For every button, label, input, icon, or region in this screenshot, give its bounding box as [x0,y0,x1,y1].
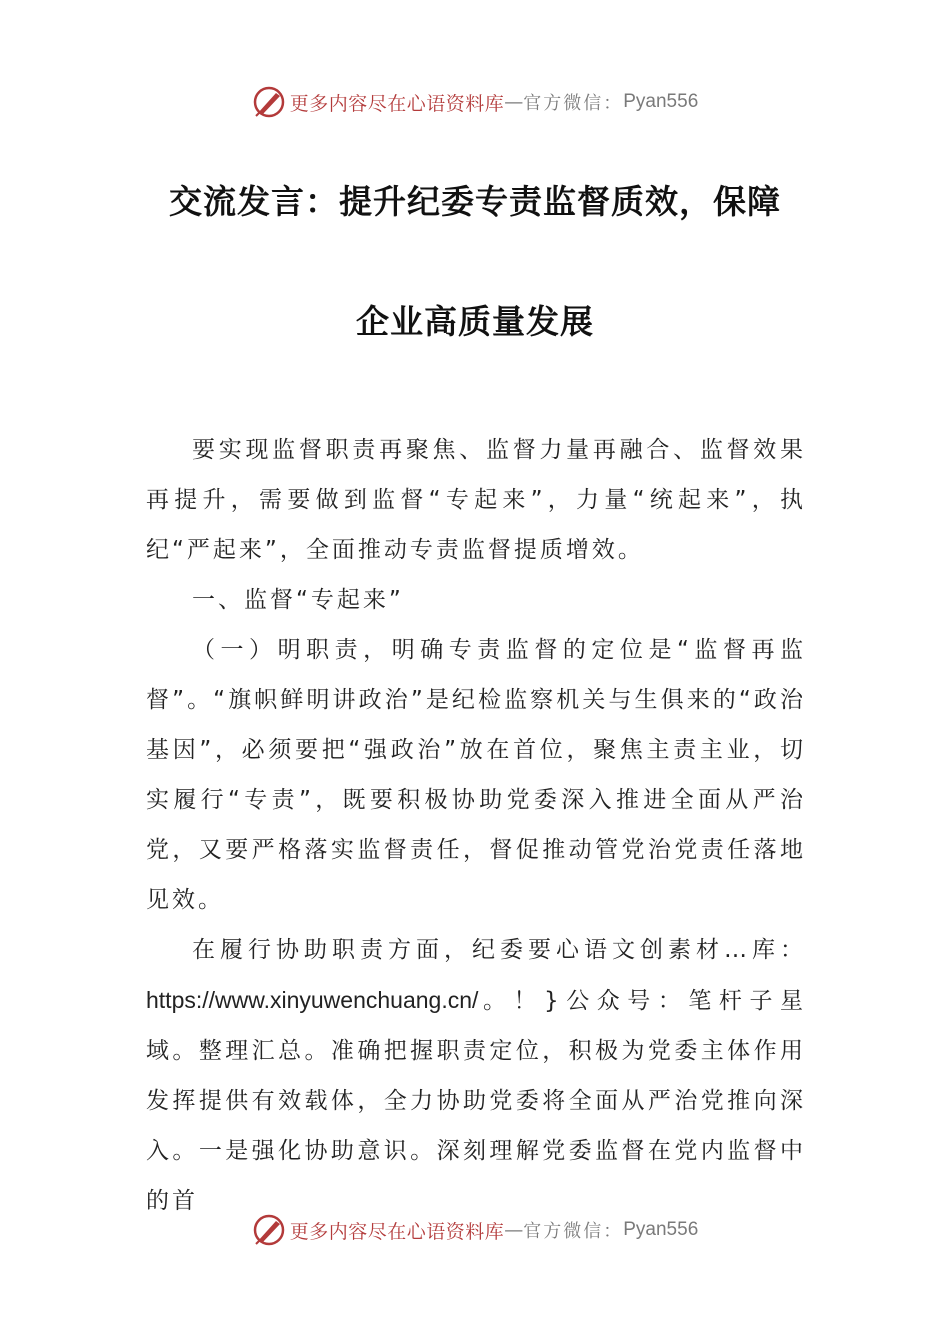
banner-separator: — [504,91,524,113]
banner-wechat-id: Pyan556 [623,1219,699,1240]
paragraph-intro: 要实现监督职责再聚焦、监督力量再融合、监督效果再提升，需要做到监督“专起来”，力量“统起来”，执纪“严起来”，全面推动专责监督提质增效。 [146,437,806,563]
banner-wechat-id: Pyan556 [623,91,699,112]
banner-main-text: 更多内容尽在心语资料库 [289,92,505,115]
paragraph-assist-rest: 。！}公众号：笔杆子星域。整理汇总。准确把握职责定位，积极为党委主体作用发挥提供有效载体，全力协助党委将全面从严治党推向深入。一是强化协助意识。深刻理解党委监督在党内监督中的首 [146,988,806,1214]
document-title-line-2: 企业高质量发展 [356,302,594,341]
banner-sub-text: 官方微信： [523,93,624,114]
footer-banner [0,1210,950,1250]
section-heading-1: 一、监督“专起来” [192,587,404,613]
website-url-link[interactable]: https://www.xinyuwenchuang.cn/ [146,987,479,1013]
pen-logo-icon [252,1213,286,1247]
pen-logo-icon [252,85,286,119]
banner-separator: — [504,1219,524,1241]
document-body [146,425,806,1226]
paragraph-assist-start: 在履行协助职责方面，纪委要心语文创素材…库： [192,937,806,963]
header-banner [0,82,950,122]
paragraph-assist [146,925,806,1226]
paragraph-duty: （一）明职责，明确专责监督的定位是“监督再监督”。“旗帜鲜明讲政治”是纪检监察机关与生俱来的“政治基因”，必须要把“强政治”放在首位，聚焦主责主业，切实履行“专责”，既要积极协助党委深入推进全面从严治党，又要严格落实监督责任，督促推动管党治党责任落地见效。 [146,637,806,913]
banner-sub-text: 官方微信： [523,1221,624,1242]
document-title-line-1: 交流发言：提升纪委专责监督质效，保障 [169,182,781,221]
banner-main-text: 更多内容尽在心语资料库 [289,1220,505,1243]
